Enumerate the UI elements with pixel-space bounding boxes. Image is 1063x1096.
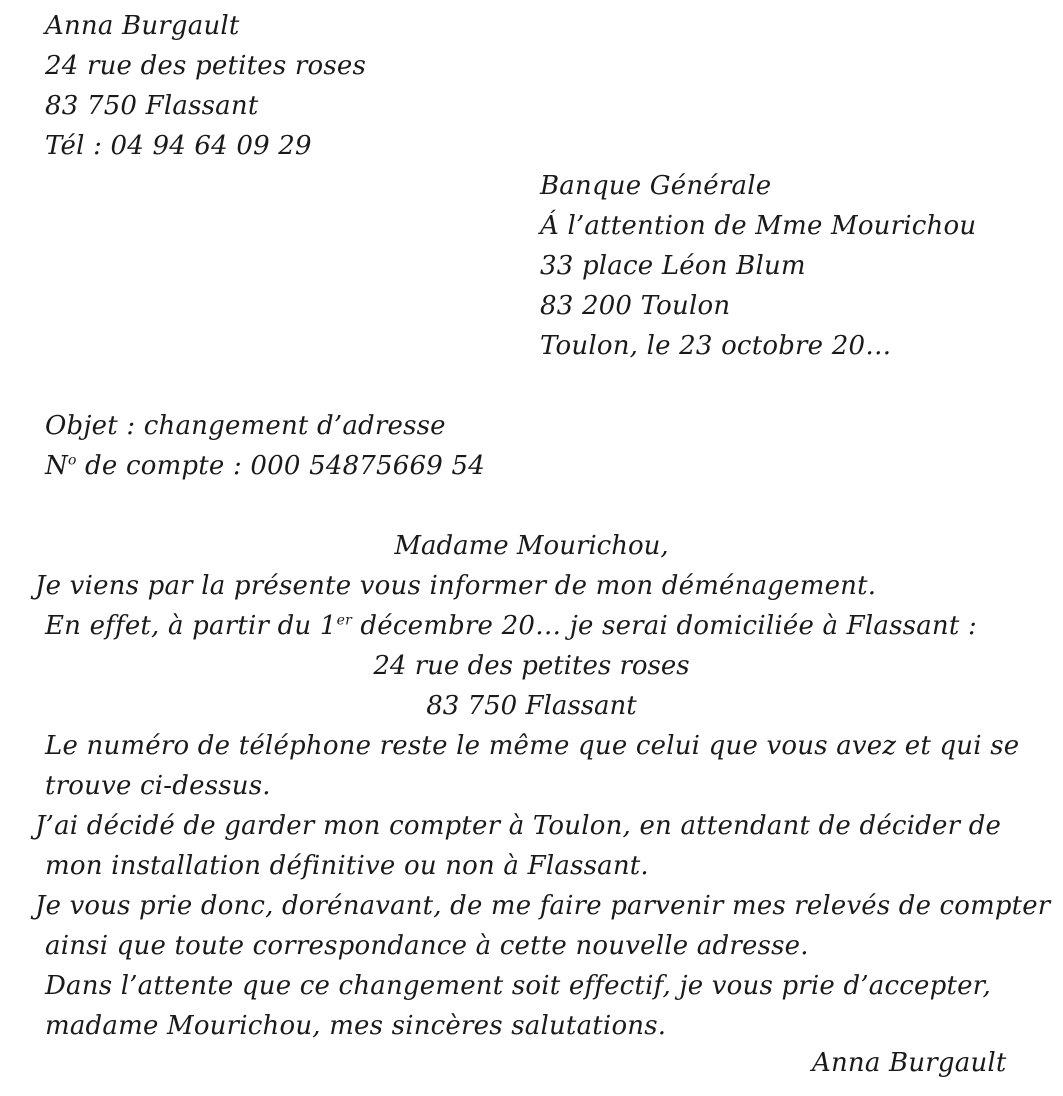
- sender-phone: Tél : 04 94 64 09 29: [45, 131, 312, 161]
- recipient-attention: Á l’attention de Mme Mourichou: [540, 211, 977, 241]
- new-address-street: 24 rue des petites roses: [373, 651, 690, 681]
- body-line-5: J’ai décidé de garder mon compter à Toulon, en attendant de décider de: [35, 811, 1002, 841]
- sender-street: 24 rue des petites roses: [45, 51, 367, 81]
- recipient-city: 83 200 Toulon: [540, 291, 731, 321]
- body-line-2: [45, 606, 977, 646]
- sender-name: Anna Burgault: [45, 11, 240, 41]
- body-line-10: madame Mourichou, mes sincères salutations.: [45, 1011, 667, 1041]
- signature: Anna Burgault: [812, 1048, 1007, 1078]
- body-line-8: ainsi que toute correspondance à cette nouvelle adresse.: [45, 931, 809, 961]
- account-rest: de compte : 000 54875669 54: [76, 451, 485, 481]
- body-line-3: Le numéro de téléphone reste le même que celui que vous avez et qui se: [45, 731, 1020, 761]
- body-line-2-end: décembre 20… je serai domiciliée à Flassant :: [351, 611, 977, 641]
- body-line-4: trouve ci-dessus.: [45, 771, 271, 801]
- recipient-street: 33 place Léon Blum: [540, 251, 806, 281]
- recipient-bank: Banque Générale: [540, 171, 772, 201]
- sender-city: 83 750 Flassant: [45, 91, 259, 121]
- body-line-7: Je vous prie donc, dorénavant, de me faire parvenir mes relevés de compter: [35, 891, 1051, 921]
- place-date: Toulon, le 23 octobre 20…: [540, 331, 892, 361]
- body-line-9: Dans l’attente que ce changement soit effectif, je vous prie d’accepter,: [45, 971, 991, 1001]
- account-number: [45, 446, 485, 486]
- new-address-city: 83 750 Flassant: [426, 691, 637, 721]
- body-line-6: mon installation définitive ou non à Flassant.: [45, 851, 649, 881]
- body-line-1: Je viens par la présente vous informer de mon déménagement.: [35, 571, 877, 601]
- body-line-2-superscript: er: [336, 612, 352, 629]
- subject-line: Objet : changement d’adresse: [45, 411, 446, 441]
- account-superscript: o: [67, 452, 77, 469]
- salutation: Madame Mourichou,: [394, 531, 669, 561]
- body-line-2-start: En effet, à partir du 1: [45, 611, 337, 641]
- account-prefix: N: [45, 451, 68, 481]
